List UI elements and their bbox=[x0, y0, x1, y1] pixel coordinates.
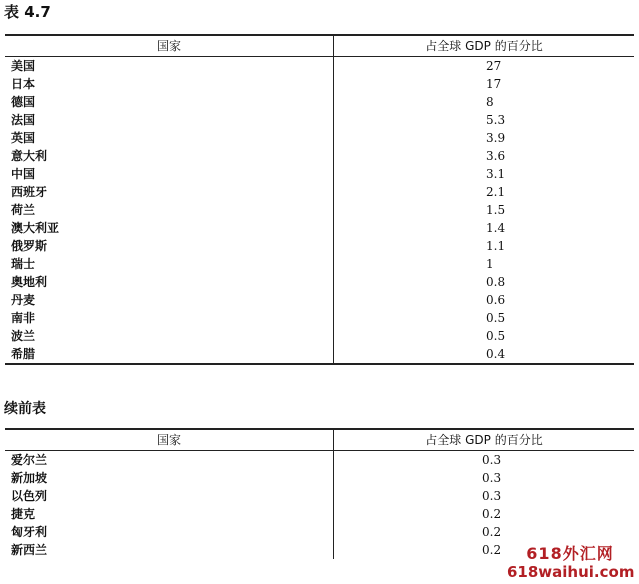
gdp-share-cell: 0.3 bbox=[482, 489, 502, 503]
watermark-url: 618waihui.com bbox=[507, 563, 635, 581]
gdp-share-table-continued bbox=[5, 428, 634, 559]
country-cell: 瑞士 bbox=[5, 255, 334, 273]
country-cell: 法国 bbox=[5, 111, 334, 129]
gdp-share-cell: 1.4 bbox=[486, 221, 506, 235]
gdp-share-cell: 0.6 bbox=[486, 293, 506, 307]
country-cell: 英国 bbox=[5, 129, 334, 147]
table-row bbox=[5, 57, 634, 76]
country-cell: 澳大利亚 bbox=[5, 219, 334, 237]
gdp-share-cell: 27 bbox=[486, 59, 502, 73]
table-row bbox=[5, 327, 634, 345]
table-row bbox=[5, 237, 634, 255]
watermark-name: 618外汇网 bbox=[526, 544, 614, 563]
table-row bbox=[5, 219, 634, 237]
country-cell: 新加坡 bbox=[5, 469, 334, 487]
country-cell: 新西兰 bbox=[5, 541, 334, 559]
country-cell: 以色列 bbox=[5, 487, 334, 505]
country-cell: 美国 bbox=[5, 57, 334, 76]
gdp-share-column-header: 占全球 GDP 的百分比 bbox=[334, 35, 635, 57]
gdp-share-cell: 0.3 bbox=[482, 453, 502, 467]
table-row bbox=[5, 345, 634, 364]
gdp-share-cell: 17 bbox=[486, 77, 502, 91]
site-watermark bbox=[507, 542, 633, 584]
table-row bbox=[5, 309, 634, 327]
country-cell: 波兰 bbox=[5, 327, 334, 345]
country-cell: 荷兰 bbox=[5, 201, 334, 219]
gdp-share-cell: 1.5 bbox=[486, 203, 506, 217]
table-row bbox=[5, 505, 634, 523]
gdp-share-cell: 3.9 bbox=[486, 131, 506, 145]
gdp-share-cell: 0.2 bbox=[482, 525, 502, 539]
gdp-share-cell: 5.3 bbox=[486, 113, 506, 127]
gdp-share-cell: 0.5 bbox=[486, 329, 506, 343]
gdp-share-cell: 0.8 bbox=[486, 275, 506, 289]
country-cell: 奥地利 bbox=[5, 273, 334, 291]
table-row bbox=[5, 201, 634, 219]
country-cell: 捷克 bbox=[5, 505, 334, 523]
country-cell: 匈牙利 bbox=[5, 523, 334, 541]
gdp-share-cell: 0.5 bbox=[486, 311, 506, 325]
country-cell: 意大利 bbox=[5, 147, 334, 165]
country-cell: 西班牙 bbox=[5, 183, 334, 201]
country-cell: 希腊 bbox=[5, 345, 334, 364]
country-cell: 俄罗斯 bbox=[5, 237, 334, 255]
table-title: 表 4.7 bbox=[4, 3, 51, 21]
table-row bbox=[5, 183, 634, 201]
table-row bbox=[5, 93, 634, 111]
table-row bbox=[5, 273, 634, 291]
gdp-share-column-header: 占全球 GDP 的百分比 bbox=[334, 429, 635, 451]
gdp-share-cell: 3.1 bbox=[486, 167, 506, 181]
table-header-row bbox=[5, 35, 634, 57]
table-row bbox=[5, 129, 634, 147]
table-row bbox=[5, 523, 634, 541]
continued-table-title: 续前表 bbox=[4, 401, 46, 417]
country-cell: 中国 bbox=[5, 165, 334, 183]
table-row bbox=[5, 469, 634, 487]
country-cell: 德国 bbox=[5, 93, 334, 111]
country-column-header: 国家 bbox=[5, 35, 334, 57]
country-cell: 丹麦 bbox=[5, 291, 334, 309]
table-header-row bbox=[5, 429, 634, 451]
table-body bbox=[5, 57, 634, 365]
table-row bbox=[5, 165, 634, 183]
country-cell: 日本 bbox=[5, 75, 334, 93]
gdp-share-cell: 1 bbox=[486, 257, 494, 271]
table-row bbox=[5, 291, 634, 309]
gdp-share-cell: 3.6 bbox=[486, 149, 506, 163]
country-cell: 南非 bbox=[5, 309, 334, 327]
table-row bbox=[5, 147, 634, 165]
table-row bbox=[5, 487, 634, 505]
gdp-share-cell: 0.2 bbox=[482, 543, 502, 557]
table-row bbox=[5, 111, 634, 129]
gdp-share-cell: 0.2 bbox=[482, 507, 502, 521]
country-cell: 爱尔兰 bbox=[5, 451, 334, 470]
gdp-share-cell: 2.1 bbox=[486, 185, 506, 199]
gdp-share-cell: 0.4 bbox=[486, 347, 506, 361]
country-column-header: 国家 bbox=[5, 429, 334, 451]
gdp-share-cell: 1.1 bbox=[486, 239, 506, 253]
gdp-share-cell: 0.3 bbox=[482, 471, 502, 485]
table-row bbox=[5, 255, 634, 273]
table-row bbox=[5, 451, 634, 470]
gdp-share-table bbox=[5, 34, 634, 365]
table-row bbox=[5, 75, 634, 93]
gdp-share-cell: 8 bbox=[486, 95, 494, 109]
